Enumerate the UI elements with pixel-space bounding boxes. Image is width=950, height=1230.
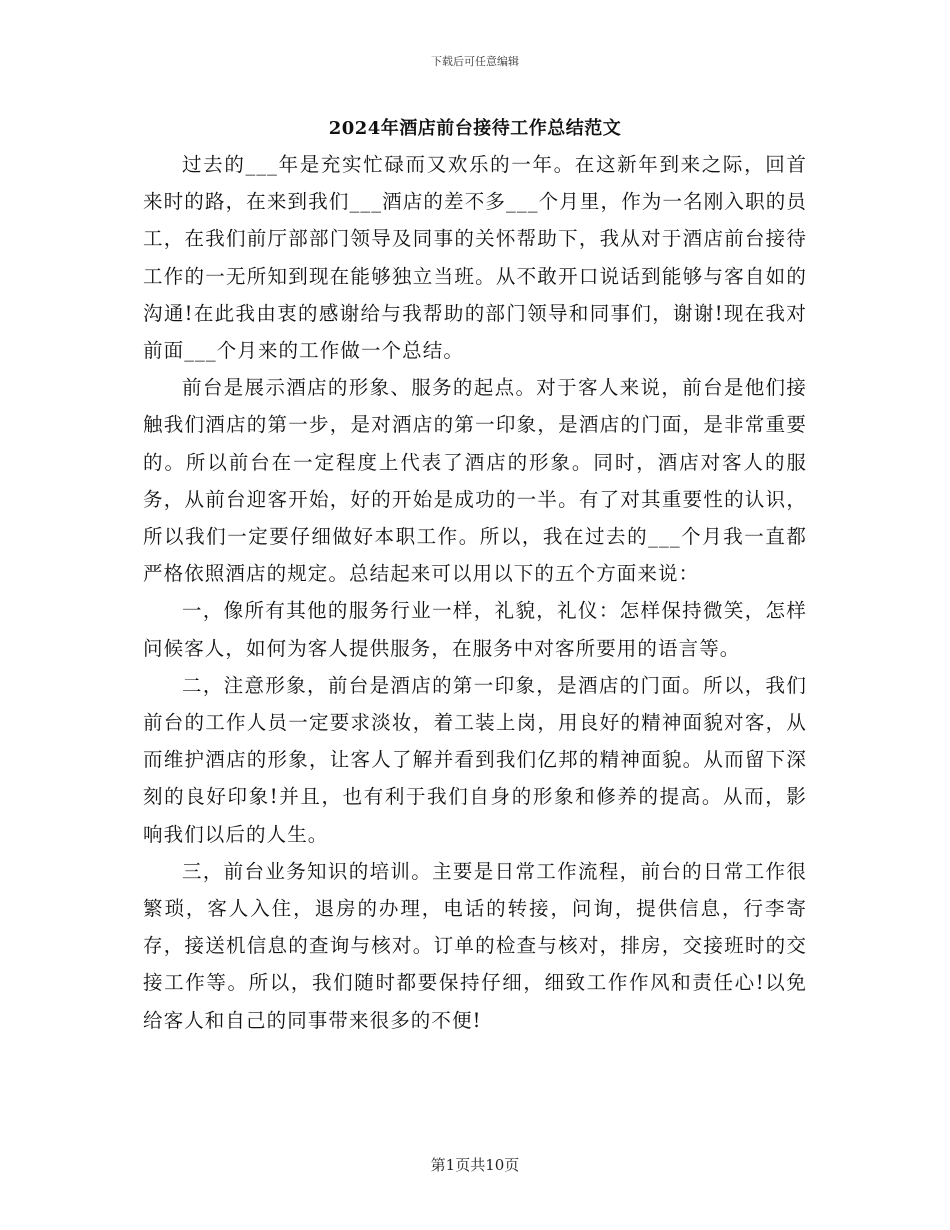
paragraph-point-two: 二，注意形象，前台是酒店的第一印象，是酒店的门面。所以，我们前台的工作人员一定要求淡妆，着工装上岗，用良好的精神面貌对客，从而维护酒店的形象，让客人了解并看到我们亿邦的精神面貌。从而留下深刻的良好印象!并且，也有利于我们自身的形象和修养的提高。从而，影响我们以后的人生。 xyxy=(143,673,807,846)
paragraph-intro: 过去的___年是充实忙碌而又欢乐的一年。在这新年到来之际，回首来时的路，在来到我们___酒店的差不多___个月里，作为一名刚入职的员工，在我们前厅部部门领导及同事的关怀帮助下，我从对于酒店前台接待工作的一无所知到现在能够独立当班。从不敢开口说话到能够与客自如的沟通!在此我由衷的感谢给与我帮助的部门领导和同事们，谢谢!现在我对前面___个月来的工作做一个总结。 xyxy=(143,153,807,363)
paragraph-front-desk-role: 前台是展示酒店的形象、服务的起点。对于客人来说，前台是他们接触我们酒店的第一步，是对酒店的第一印象，是酒店的门面，是非常重要的。所以前台在一定程度上代表了酒店的形象。同时，酒店对客人的服务，从前台迎客开始，好的开始是成功的一半。有了对其重要性的认识，所以我们一定要仔细做好本职工作。所以，我在过去的___个月我一直都严格依照酒店的规定。总结起来可以用以下的五个方面来说： xyxy=(143,376,807,586)
document-title: 2024年酒店前台接待工作总结范文 xyxy=(328,118,622,139)
page-header-note: 下载后可任意编辑 xyxy=(431,55,519,68)
paragraph-point-one: 一，像所有其他的服务行业一样，礼貌，礼仪：怎样保持微笑，怎样问候客人，如何为客人提供服务，在服务中对客所要用的语言等。 xyxy=(143,599,807,660)
paragraph-point-three: 三，前台业务知识的培训。主要是日常工作流程，前台的日常工作很繁琐，客人入住，退房的办理，电话的转接，问询，提供信息，行李寄存，接送机信息的查询与核对。订单的检查与核对，排房，交接班时的交接工作等。所以，我们随时都要保持仔细，细致工作作风和责任心!以免给客人和自己的同事带来很多的不便! xyxy=(143,859,807,1032)
page-footer-page-number: 第1页共10页 xyxy=(430,1156,520,1174)
document-body xyxy=(143,146,807,1039)
